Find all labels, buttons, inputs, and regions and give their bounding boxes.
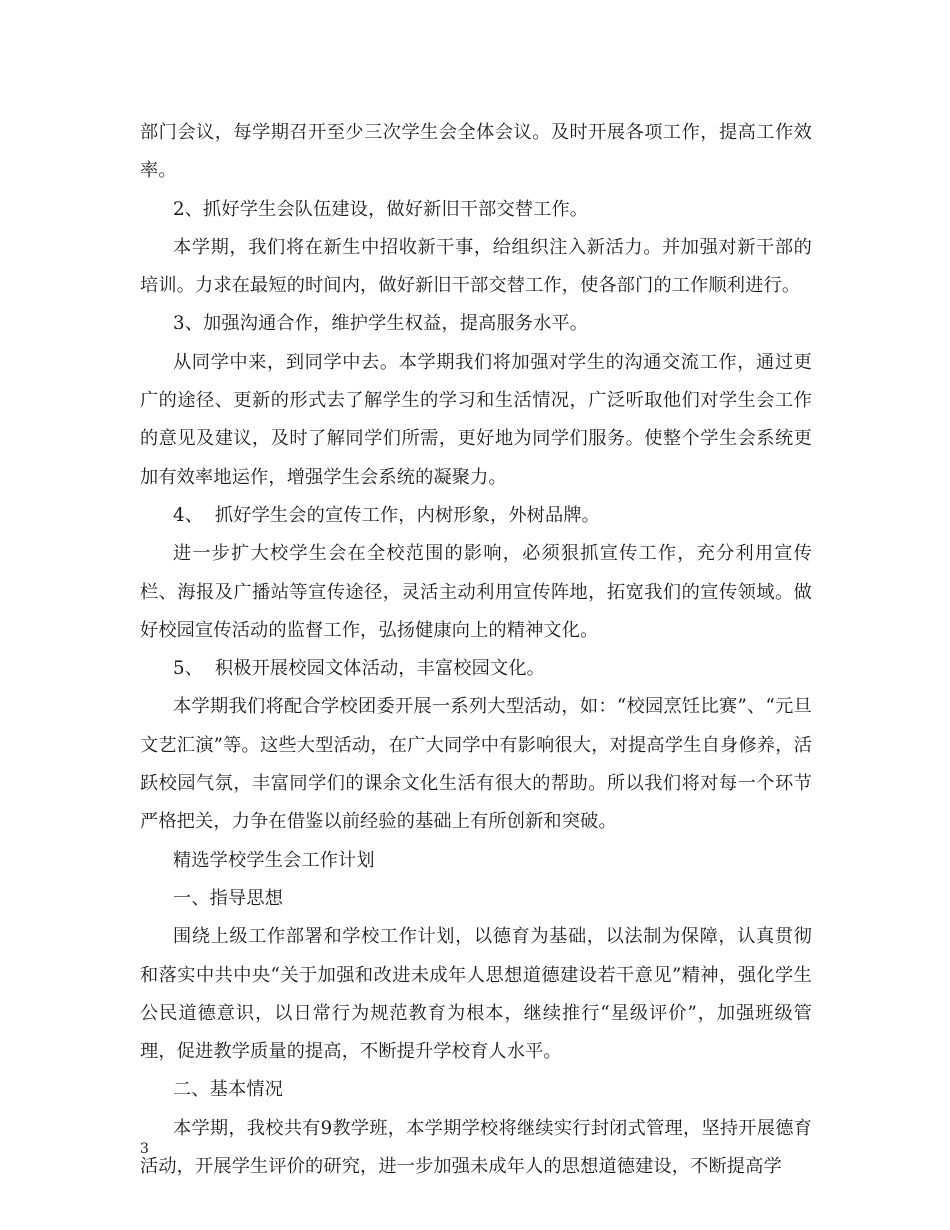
list-item-heading-4: 4、 抓好学生会的宣传工作，内树形象，外树品牌。 bbox=[173, 504, 601, 526]
paragraph-basic-situation: 本学期，我校共有9教学班，本学期学校将继续实行封闭式管理，坚持开展德育活动，开展学生评价的研究，进一步加强未成年人的思想道德建设，不断提高学 bbox=[140, 1117, 812, 1178]
list-item-heading-2: 2、抓好学生会队伍建设，做好新旧干部交替工作。 bbox=[173, 198, 589, 220]
page-number: 3 bbox=[140, 1141, 149, 1157]
document-body bbox=[140, 114, 812, 1186]
paragraph-activities: 本学期我们将配合学校团委开展一系列大型活动，如：“校园烹饪比赛”、“元旦文艺汇演”等。这些大型活动，在广大同学中有影响很大，对提高学生自身修养，活跃校园气氛，丰富同学们的课余文化生活有很大的帮助。所以我们将对每一个环节严格把关，力争在借鉴以前经验的基础上有所创新和突破。 bbox=[140, 696, 812, 833]
list-item-heading-5: 5、 积极开展校园文体活动，丰富校园文化。 bbox=[173, 658, 545, 680]
list-item-heading-3: 3、加强沟通合作，维护学生权益，提高服务水平。 bbox=[173, 313, 589, 335]
section-heading-guiding-ideology: 一、指导思想 bbox=[173, 887, 284, 909]
paragraph-guiding-ideology: 围绕上级工作部署和学校工作计划，以德育为基础，以法制为保障，认真贯彻和落实中共中央“关于加强和改进未成年人思想道德建设若干意见”精神，强化学生公民道德意识，以日常行为规范教育为根本，继续推行“星级评价”，加强班级管理，促进教学质量的提高，不断提升学校育人水平。 bbox=[140, 926, 812, 1063]
paragraph-publicity: 进一步扩大校学生会在全校范围的影响，必须狠抓宣传工作，充分利用宣传栏、海报及广播站等宣传途径，灵活主动利用宣传阵地，拓宽我们的宣传领域。做好校园宣传活动的监督工作，弘扬健康向上的精神文化。 bbox=[140, 543, 812, 641]
section-title: 精选学校学生会工作计划 bbox=[173, 849, 375, 871]
section-heading-basic-situation: 二、基本情况 bbox=[173, 1079, 284, 1101]
paragraph-continuation: 部门会议，每学期召开至少三次学生会全体会议。及时开展各项工作，提高工作效率。 bbox=[140, 122, 812, 182]
paragraph-new-cadres: 本学期，我们将在新生中招收新干事，给组织注入新活力。并加强对新干部的培训。力求在最短的时间内，做好新旧干部交替工作，使各部门的工作顺利进行。 bbox=[140, 236, 812, 297]
paragraph-communication: 从同学中来，到同学中去。本学期我们将加强对学生的沟通交流工作，通过更广的途径、更新的形式去了解学生的学习和生活情况，广泛听取他们对学生会工作的意见及建议，及时了解同学们所需，更好地为同学们服务。使整个学生会系统更加有效率地运作，增强学生会系统的凝聚力。 bbox=[140, 351, 812, 488]
